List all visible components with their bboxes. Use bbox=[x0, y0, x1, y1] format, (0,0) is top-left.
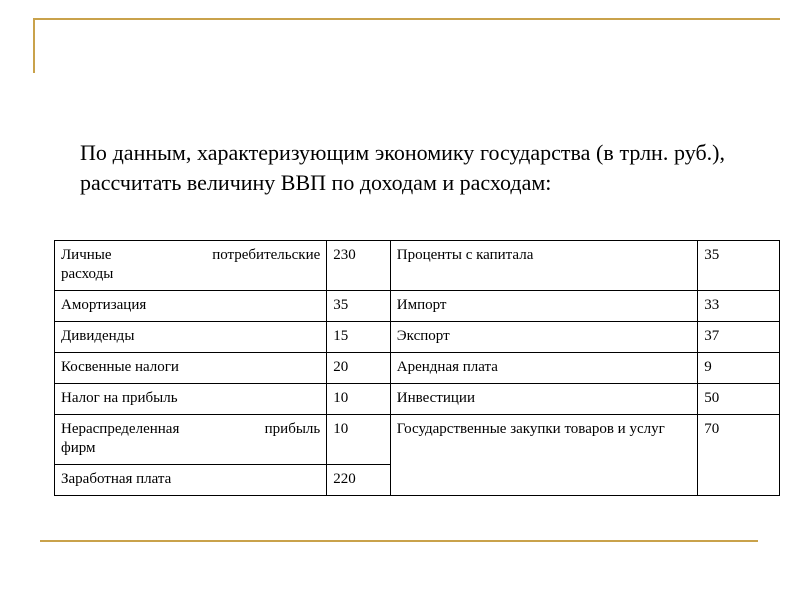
row-label-import: Импорт bbox=[390, 291, 698, 322]
table-row bbox=[55, 384, 780, 415]
row-value-investment: 50 bbox=[698, 384, 780, 415]
table-row bbox=[55, 291, 780, 322]
row-value-rent: 9 bbox=[698, 353, 780, 384]
row-label-wages: Заработная плата bbox=[55, 465, 327, 496]
economy-data-table bbox=[54, 240, 780, 496]
table-row bbox=[55, 322, 780, 353]
row-label-government-purchases: Государственные закупки товаров и услуг bbox=[390, 415, 698, 496]
row-label-investment: Инвестиции bbox=[390, 384, 698, 415]
decorative-frame-left-line bbox=[33, 18, 35, 73]
decorative-frame-bottom-line bbox=[40, 540, 758, 542]
table-row bbox=[55, 241, 780, 291]
row-value-retained-earnings: 10 bbox=[327, 415, 391, 465]
row-label-consumer-spending: Личные потребительские расходы bbox=[55, 241, 327, 291]
row-value-consumer-spending: 230 bbox=[327, 241, 391, 291]
row-value-export: 37 bbox=[698, 322, 780, 353]
row-label-dividends: Дивиденды bbox=[55, 322, 327, 353]
row-label-rent: Арендная плата bbox=[390, 353, 698, 384]
row-value-import: 33 bbox=[698, 291, 780, 322]
table-row bbox=[55, 415, 780, 465]
row-label-profit-tax: Налог на прибыль bbox=[55, 384, 327, 415]
row-label-indirect-taxes: Косвенные налоги bbox=[55, 353, 327, 384]
row-value-wages: 220 bbox=[327, 465, 391, 496]
table-row bbox=[55, 353, 780, 384]
row-value-government-purchases: 70 bbox=[698, 415, 780, 496]
row-value-capital-interest: 35 bbox=[698, 241, 780, 291]
row-label-export: Экспорт bbox=[390, 322, 698, 353]
row-label-retained-earnings: Нераспределенная прибыль фирм bbox=[55, 415, 327, 465]
task-text: По данным, характеризующим экономику государства (в трлн. руб.), рассчитать величину ВВП по доходам и расходам: bbox=[80, 140, 725, 195]
row-value-indirect-taxes: 20 bbox=[327, 353, 391, 384]
row-value-depreciation: 35 bbox=[327, 291, 391, 322]
decorative-frame-top-line bbox=[33, 18, 780, 20]
row-label-depreciation: Амортизация bbox=[55, 291, 327, 322]
row-label-capital-interest: Проценты с капитала bbox=[390, 241, 698, 291]
row-value-dividends: 15 bbox=[327, 322, 391, 353]
row-value-profit-tax: 10 bbox=[327, 384, 391, 415]
